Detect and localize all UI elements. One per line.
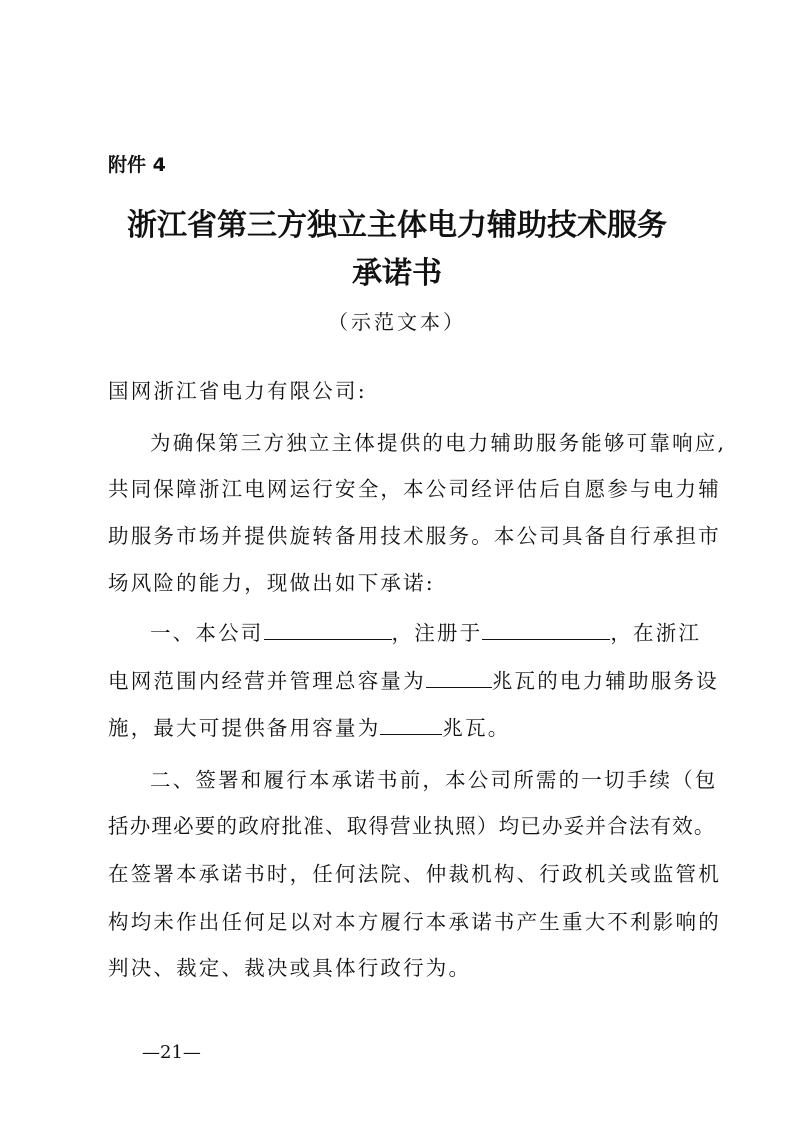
item-1-text-g: 兆瓦。: [442, 716, 511, 740]
document-title-line-2: 承诺书: [352, 256, 442, 291]
item-1-line-2: [108, 664, 719, 694]
company-name-blank[interactable]: [264, 621, 392, 640]
document-title-line-1: 浙江省第三方独立主体电力辅助技术服务: [127, 208, 667, 243]
item-1-line-3: [108, 711, 511, 741]
registration-place-blank[interactable]: [482, 621, 610, 640]
reserve-capacity-blank[interactable]: [380, 716, 442, 735]
attachment-label: 附件 4: [108, 154, 166, 176]
item-2-line-4: 构均未作出任何足以对本方履行本承诺书产生重大不利影响的: [108, 910, 721, 934]
item-1-line-1: [150, 616, 701, 646]
item-2-line-1: 二、签署和履行本承诺书前，本公司所需的一切手续（包: [150, 768, 718, 792]
paragraph-1-line-3: 助服务市场并提供旋转备用技术服务。本公司具备自行承担市: [108, 524, 721, 548]
item-2-line-5: 判决、裁定、裁决或具体行政行为。: [108, 956, 472, 980]
page-number: —21—: [142, 1042, 201, 1063]
total-capacity-blank[interactable]: [426, 669, 492, 688]
paragraph-1-line-2: 共同保障浙江电网运行安全，本公司经评估后自愿参与电力辅: [108, 477, 721, 501]
paragraph-1-line-1: 为确保第三方独立主体提供的电力辅助服务能够可靠响应,: [150, 431, 727, 455]
item-1-text-c: ，在浙江: [610, 621, 702, 645]
document-subtitle: （示范文本）: [328, 310, 466, 334]
addressee: 国网浙江省电力有限公司:: [108, 379, 367, 403]
item-1-text-a: 一、本公司: [150, 621, 264, 645]
paragraph-1-line-4: 场风险的能力，现做出如下承诺:: [108, 571, 435, 595]
item-1-text-d: 电网范围内经营并管理总容量为: [108, 669, 426, 693]
item-2-line-3: 在签署本承诺书时，任何法院、仲裁机构、行政机关或监管机: [108, 862, 721, 886]
item-1-text-f: 施，最大可提供备用容量为: [108, 716, 381, 740]
item-1-text-b: ，注册于: [391, 621, 483, 645]
item-2-line-2: 括办理必要的政府批准、取得营业执照）均已办妥并合法有效。: [108, 814, 716, 838]
item-1-text-e: 兆瓦的电力辅助服务设: [491, 669, 719, 693]
